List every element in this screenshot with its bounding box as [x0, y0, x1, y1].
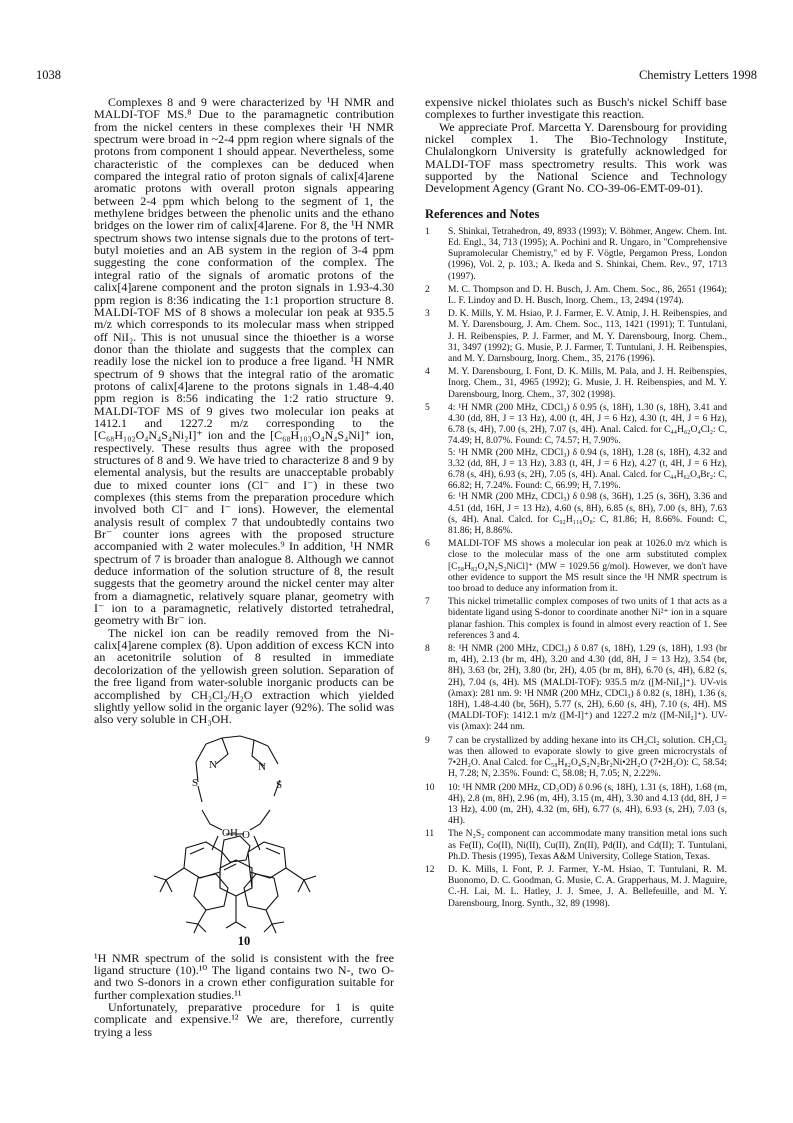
reference-number: 8 — [425, 644, 430, 655]
reference-item — [425, 367, 727, 401]
body-paragraph: expensive nickel thiolates such as Busch's nickel Schiff base complexes to further investigate this reaction. — [425, 95, 727, 122]
atom-label: S — [276, 778, 283, 791]
reference-item — [425, 783, 727, 828]
atom-label: N — [209, 758, 217, 771]
right-column — [425, 96, 727, 912]
reference-text: M. Y. Darensbourg, I. Font, D. K. Mills, M. Pala, and J. H. Reibenspies, Inorg. Chem., 31, 4965 (1992); G. Musie, J. H. Reibenspies, and M. Y. Darensbourg, Inorg. Chem., 37, 302 (1998). — [448, 367, 727, 400]
reference-text: 8: ¹H NMR (200 MHz, CDCl₃) δ 0.87 (s, 18H), 1.29 (s, 18H), 1.93 (br m, 4H), 2.13 (br m, 4H), 3.20 and 4.30 (dd, 8H, J = 13 Hz), 3.54 (br, 8H), 3.63 (br, 2H), 3.80 (br, 2H), 4.05 (br m, 8H), 6.70 (s, 4H), 6.82 (s, 2H), 7.04 (s, 4H). MS (MALDI-TOF): 935.5 m/z ([M-NiI₂]⁺). UV-vis (λmax): 281 nm. 9: ¹H NMR (200 MHz, CDCl₃) δ 0.82 (s, 18H), 1.36 (s, 18H), 1.48-4.40 (br, 56H), 5.77 (s, 2H), 6.60 (s, 4H), 7.10 (s, 4H). MS (MALDI-TOF): 1412.1 m/z ([M-I]⁺) and 1227.2 m/z ([M-NiI₂]⁺). UV-vis (λmax): 244 nm. — [448, 644, 727, 733]
left-column — [94, 96, 394, 1038]
page-number: 1038 — [36, 68, 61, 82]
references-heading: References and Notes — [425, 206, 540, 221]
reference-number: 3 — [425, 309, 430, 320]
journal-name: Chemistry Letters 1998 — [638, 68, 757, 82]
reference-number: 11 — [425, 829, 435, 840]
reference-number: 9 — [425, 735, 430, 746]
reference-item — [425, 539, 727, 595]
reference-number: 6 — [425, 539, 430, 550]
body-paragraph: Complexes 8 and 9 were characterized by ¹H NMR and MALDI-TOF MS.⁸ Due to the paramagnetic contribution from the nickel centers in these complexes their ¹H NMR spectrum were broad in ~2-4 ppm region where signals of the protons from component 1 should appear. Nevertheless, some characteristic of the complexes can be deduced when compared the integral ratio of proton signals of calix[4]arene aromatic protons with overall proton signals appearing between 2-4 ppm which belong to the segment of 1, the methylene bridges between the phenolic units and the ethano bridges on the lower rim of calix[4]arene. For 8, the ¹H NMR spectrum shows two intense signals due to the protons of tert-butyl moieties and an AB system in the region of 3-4 ppm suggesting the cone conformation of the complex. The integral ratio of the signals of aromatic protons of the calix[4]arene component and the proton signals in 1.93-4.30 ppm region is 8:36 indicating the 1:1 proportion structure 8. MALDI-TOF MS of 8 shows a molecular ion peak at 935.5 m/z which corresponds to its molecular mass when stripped off NiI₂. This is not unusual since the thioether is a worse donor than the thiolate and suggests that the complex can readily lose the nickel ion to produce a free ligand. ¹H NMR spectrum of 9 shows that the integral ratio of the aromatic protons of calix[4]arene to the protons signals in 1.48-4.40 ppm region is 8:56 indicating the 1:2 ratio structure 9. MALDI-TOF MS of 9 gives two molecular ion peaks at 1412.1 and 1227.2 m/z corresponding to the [C₆₈H₁₀₂O₄N₄S₄Ni₂I]⁺ ion and the [C₆₈H₁₀₃O₄N₄S₄Ni]⁺ ion, respectively. These results thus agree with the proposed structures of 8 and 9. We have tried to characterize 8 and 9 by elemental analysis, but the results are unacceptable probably due to mixed counter ions (Cl⁻ and I⁻) in these two complexes (this stems from the preparation procedure which involved both Cl⁻ and I⁻ ions). However, the elemental analysis result of complex 7 that undoubtedly contains two Br⁻ counter ions agrees with the proposed structure accompanied with 2 water molecules.⁹ In addition, ¹H NMR spectrum of 7 is broader than analogue 8. Although we cannot deduce information of the solution structure of 8, the result suggests that the geometry around the nickel center may alter from a diamagnetic, relatively square planar, geometry with I⁻ ion to a paramagnetic, relatively distorted tetrahedral, geometry with Br⁻ ion. — [94, 95, 394, 628]
reference-text: MALDI-TOF MS shows a molecular ion peak at 1026.0 m/z which is close to the molecular mass of the one arm substituted complex [C₅₈H₈₂O₄N₂S₂NiCl]⁺ (MW = 1029.56 g/mol). However, we don't have other evidence to support the MS result since the ¹H NMR spectrum is too broad to deduce any information from it. — [448, 539, 727, 595]
calixarene-structure-drawing — [94, 730, 394, 935]
atom-label: N — [258, 760, 266, 773]
atom-label: S — [192, 776, 199, 789]
reference-item — [425, 309, 727, 365]
reference-text: S. Shinkai, Tetrahedron, 49, 8933 (1993); V. Böhmer, Angew. Chem. Int. Ed. Engl., 34, 713 (1995); A. Pochini and R. Ungaro, in "Comprehensive Supramolecular Chemistry," ed by F. Vögtle, Pergamon Press, London (1996), Vol. 2, p. 103.; A. Ikeda and S. Shinkai, Chem. Rev., 97, 1713 (1997). — [448, 226, 727, 282]
reference-item — [425, 644, 727, 734]
body-paragraph: Unfortunately, preparative procedure for 1 is quite complicate and expensive.¹² We are, therefore, currently trying a less — [94, 999, 394, 1039]
reference-text: 10: ¹H NMR (200 MHz, CD₃OD) δ 0.96 (s, 18H), 1.31 (s, 18H), 1.68 (m, 4H), 2.8 (m, 8H), 2.96 (m, 4H), 3.15 (m, 4H), 3.30 and 4.13 (dd, 8H, J = 13 Hz), 4.00 (m, 2H), 4.32 (m, 6H), 6.77 (s, 4H), 6.93 (s, 2H), 7.03 (s, 4H). — [448, 782, 727, 827]
body-paragraph: The nickel ion can be readily removed from the Ni-calix[4]arene complex (8). Upon addition of excess KCN into an acetonitrile solution of 8 resulted in immediate decolorization of the yellowish green solution. Separation of the free ligand from water-soluble inorganic products can be accomplished by CH₂Cl₂/H₂O extraction which yielded slightly yellow solid in the organic layer (92%). The solid was also very soluble in CH₃OH. — [94, 625, 394, 727]
reference-item — [425, 285, 727, 307]
reference-item — [425, 403, 727, 537]
reference-text: M. C. Thompson and D. H. Busch, J. Am. Chem. Soc., 86, 2651 (1964); L. F. Lindoy and D. H. Busch, Inorg. Chem., 13, 2494 (1974). — [448, 284, 727, 306]
figure-label: 10 — [237, 933, 251, 948]
reference-text: D. K. Mills, Y. M. Hsiao, P. J. Farmer, E. V. Atnip, J. H. Reibenspies, and M. Y. Darensbourg, J. Am. Chem. Soc., 113, 1421 (1991); T. Tuntulani, J. H. Reibenspies, P. J. Farmer, and M. Y. Darensbourg, Inorg. Chem., 31, 3497 (1992); G. Musie, P. J. Farmer, T. Tuntulani, J. H. Reibenspies, and M. Y. Darnsbourg, Inorg. Chem., 35, 2176 (1996). — [448, 309, 727, 364]
body-paragraph: ¹H NMR spectrum of the solid is consistent with the free ligand structure (10).¹⁰ The ligand contains two N-, two O- and two S-donors in a crown ether configuration suitable for further complexation studies.¹¹ — [94, 950, 394, 1002]
reference-text: 7 can be crystallized by adding hexane into its CH₂Cl₂ solution. CH₂Cl₂ was then allowed to evaporate slowly to give green microcrystals of 7•2H₂O. Anal Calcd. for C₅₈H₈₂O₄S₂N₂Br₂Ni•2H₂O (7•2H₂O): C, 58.54; H, 7.28; N, 2.35%. Found: C, 58.08; H, 7.05; N, 2.22%. — [448, 735, 727, 780]
reference-number: 12 — [425, 864, 435, 875]
reference-item — [425, 597, 727, 642]
reference-number: 7 — [425, 597, 430, 608]
reference-number: 1 — [425, 226, 430, 237]
reference-text: 4: ¹H NMR (200 MHz, CDCl₃) δ 0.95 (s, 18H), 1.30 (s, 18H), 3.41 and 4.30 (dd, 8H, J = 13 Hz), 4.00 (t, 4H, J = 6 Hz), 4.30 (t, 4H, J = 6 Hz), 6.78 (s, 4H), 7.00 (s, 2H), 7.07 (s, 4H). Anal. Calcd. for C₄₄H₆₂O₄Cl₂: C, 74.49; H, 8.07%. Found: C, 74.57; H, 7.90%. 5: ¹H NMR (200 MHz, CDCl₃) δ 0.94 (s, 18H), 1.28 (s, 18H), 4.32 and 3.32 (dd, 8H, J = 13 Hz), 3.83 (t, 4H, J = 6 Hz), 4.27 (t, 4H, J = 6 Hz), 6.78 (s, 4H), 6.93 (s, 2H), 7.05 (s, 4H). Anal. Calcd. for C₄₄H₆₂O₄Br₂: C, 66.82; H, 7.24%. Found: C, 66.99; H, 7.19%. 6: ¹H NMR (200 MHz, CDCl₃) δ 0.98 (s, 36H), 1.25 (s, 36H), 3.36 and 4.51 (dd, 16H, J = 13 Hz), 4.60 (s, 8H), 6.85 (s, 8H), 7.00 (s, 8H), 7.63 (s, 4H). Anal. Calcd. for C₉₂H₁₁₆O₈: C, 81.86; H, 8.66%. Found: C, 81.86; H, 8.86%. — [448, 402, 727, 537]
reference-item — [425, 865, 727, 910]
reference-text: The N₂S₂ component can accommodate many transition metal ions such as Fe(II), Co(II), Ni(II), Cu(II), Zn(II), Pd(II), and Cd(II); T. Tuntulani, Ph.D. Thesis (1995), Texas A&M University, College Station, Texas. — [448, 829, 727, 862]
atom-label: OH — [222, 826, 238, 839]
reference-item — [425, 227, 727, 283]
reference-number: 4 — [425, 367, 430, 378]
reference-item — [425, 736, 727, 781]
atom-label: O — [242, 828, 250, 841]
reference-number: 5 — [425, 402, 430, 413]
acknowledgement-paragraph: We appreciate Prof. Marcetta Y. Darensbourg for providing nickel complex 1. The Bio-Technology Institute, Chulalongkorn University is gratefully acknowledged for MALDI-TOF mass spectrometry results. This work was supported by the National Science and Technology Development Agency (Grant No. CO-39-06-EMT-09-01). — [425, 119, 727, 196]
reference-number: 10 — [425, 782, 435, 793]
reference-text: D. K. Mills, I. Font, P. J. Farmer, Y.-M. Hsiao, T. Tuntulani, R. M. Buonomo, D. C. Goodman, G. Musie, C. A. Grapperhaus, M. J. Maguire, C.-H. Lai, M. L. Hatley, J. J. Smee, J. A. Bellefeuille, and M. Y. Darensbourg, Inorg. Synth., 32, 89 (1998). — [448, 864, 727, 909]
references-list — [425, 227, 727, 910]
reference-number: 2 — [425, 284, 430, 295]
reference-item — [425, 829, 727, 863]
chemical-structure-figure — [94, 730, 394, 952]
reference-text: This nickel trimetallic complex composes of two units of 1 that acts as a bidentate ligand using S-donor to coordinate another Ni²⁺ ion in a square planar fashion. This complex is found in almost every reaction of 1. See references 3 and 4. — [448, 597, 727, 641]
